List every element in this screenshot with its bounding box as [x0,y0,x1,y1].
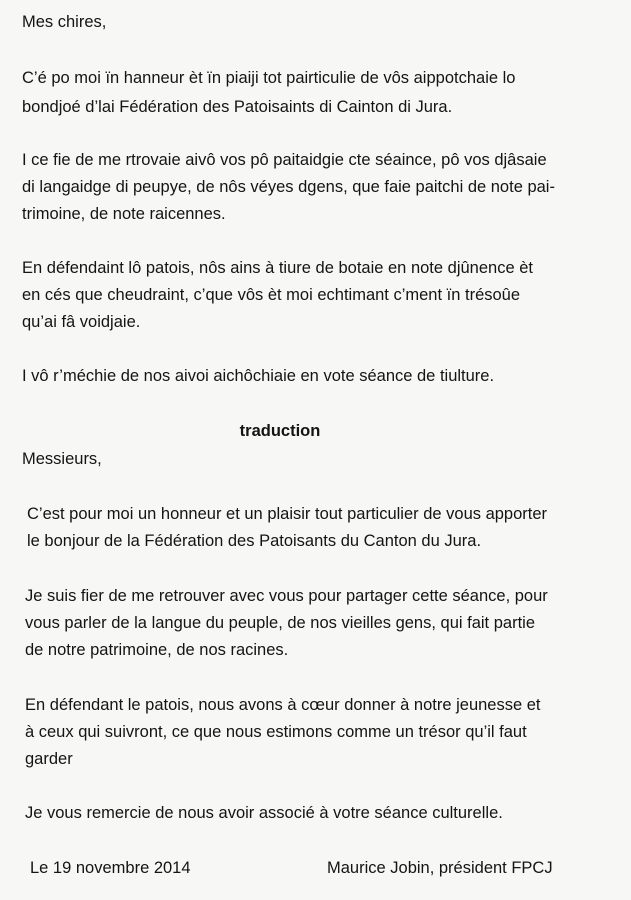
translation-p3-line-3: garder [25,750,73,768]
translation-p2-line-3: de notre patrimoine, de nos racines. [25,641,289,659]
translation-p2-line-2: vous parler de la langue du peuple, de nos vieilles gens, qui fait partie [25,614,536,632]
patois-p2-line-2: di langaidge di peupye, de nôs véyes dgens, que faie paitchi de note pai- [22,178,555,196]
translation-p1-line-1: C’est pour moi un honneur et un plaisir tout particulier de vous apporter [27,505,548,523]
patois-p4-line-1: I vô r’méchie de nos aivoi aichôchiaie en vote séance de tiulture. [22,367,495,385]
translation-p1-line-2: le bonjour de la Fédération des Patoisants du Canton du Jura. [27,532,482,550]
letter-date: Le 19 novembre 2014 [30,859,191,877]
translation-p3-line-2: à ceux qui suivront, ce que nous estimons comme un trésor qu’il faut [25,723,527,741]
letter-signature: Maurice Jobin, président FPCJ [327,859,553,877]
patois-p1-line-1: C’é po moi ïn hanneur èt ïn piaiji tot pairticulie de vôs aippotchaie lo [22,69,516,87]
patois-greeting: Mes chires, [22,13,107,31]
patois-p1-line-2: bondjoé d’lai Fédération des Patoisaints di Cainton di Jura. [22,98,453,116]
patois-p3-line-3: qu’ai fâ voidjaie. [22,313,141,331]
patois-p3-line-2: en cés que cheudraint, c’que vôs èt moi echtimant c’ment ïn trésoûe [22,286,521,304]
translation-heading: traduction [239,422,321,440]
translation-greeting: Messieurs, [22,450,102,468]
translation-p3-line-1: En défendant le patois, nous avons à cœur donner à notre jeunesse et [25,696,541,714]
translation-p2-line-1: Je suis fier de me retrouver avec vous pour partager cette séance, pour [25,587,548,605]
patois-p3-line-1: En défendaint lô patois, nôs ains à tiure de botaie en note djûnence èt [22,259,533,277]
patois-p2-line-1: I ce fie de me rtrovaie aivô vos pô paitaidgie cte séaince, pô vos djâsaie [22,151,547,169]
patois-p2-line-3: trimoine, de note raicennes. [22,205,226,223]
translation-p4-line-1: Je vous remercie de nous avoir associé à votre séance culturelle. [25,804,503,822]
